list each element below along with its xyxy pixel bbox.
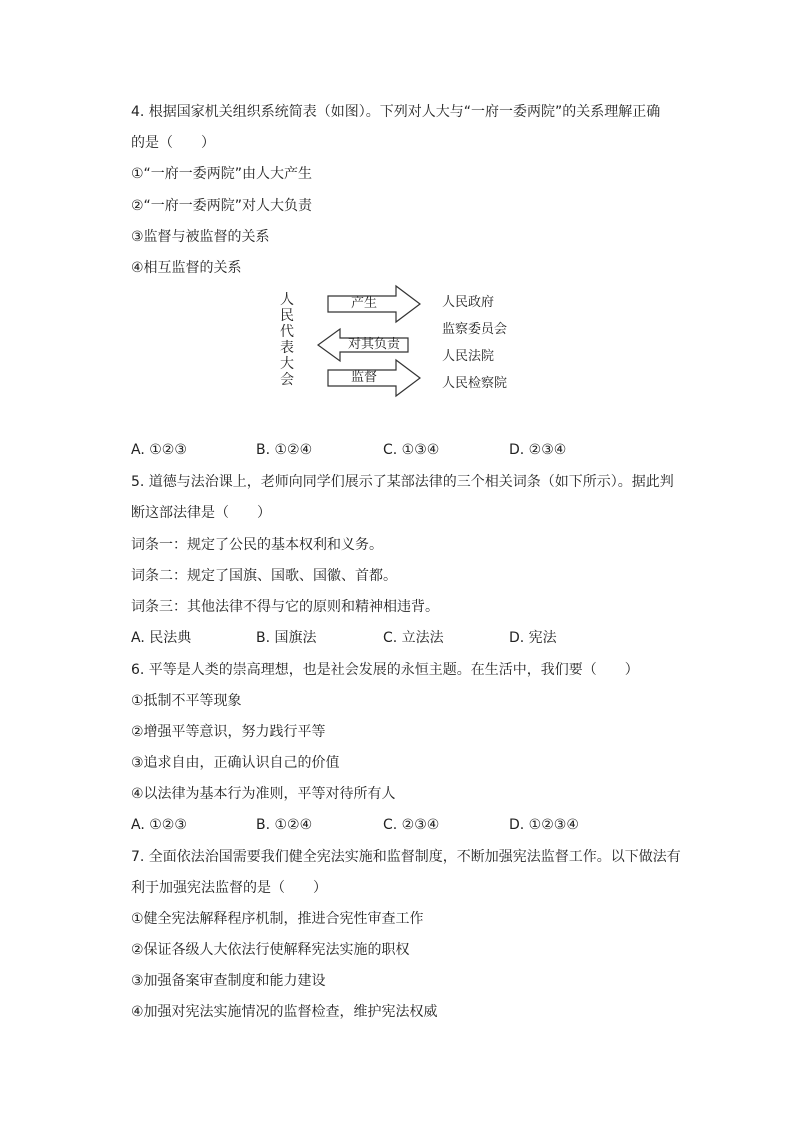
npc-char: 人 (280, 292, 294, 308)
q6-item-1: ①抵制不平等现象 (131, 693, 242, 709)
q4-stem-line2: 的是（ ） (131, 135, 215, 151)
q6-option-a: A. ①②③ (131, 817, 187, 833)
q4-option-a: A. ①②③ (131, 442, 187, 458)
q4-option-c: C. ①③④ (383, 442, 440, 458)
npc-char: 代 (280, 324, 294, 340)
q7-item-3: ③加强备案审查制度和能力建设 (131, 973, 326, 989)
q4-option-b: B. ①②④ (256, 442, 313, 458)
q4-item-1: ①“一府一委两院”由人大产生 (131, 166, 313, 182)
q4-stem-line1: 4. 根据国家机关组织系统简表（如图）。下列对人大与“一府一委两院”的关系理解正确 (131, 104, 661, 120)
q5-stem-line2: 断这部法律是（ ） (131, 505, 271, 521)
q5-entry-1: 词条一：规定了公民的基本权利和义务。 (131, 537, 383, 553)
npc-char: 大 (280, 356, 294, 372)
q4-item-3: ③监督与被监督的关系 (131, 229, 270, 245)
organ-procuratorate: 人民检察院 (442, 376, 508, 391)
q5-option-a: A. 民法典 (131, 630, 192, 646)
arrow-label-responsible: 对其负责 (347, 337, 400, 352)
q6-option-b: B. ①②④ (256, 817, 313, 833)
organ-government: 人民政府 (442, 295, 495, 310)
q5-option-c: C. 立法法 (383, 630, 444, 646)
arrow-label-supervise: 监督 (350, 370, 377, 385)
q7-stem-line1: 7. 全面依法治国需要我们健全宪法实施和监督制度，不断加强宪法监督工作。以下做法有 (131, 849, 681, 865)
npc-char: 会 (280, 372, 294, 388)
state-organ-diagram (270, 282, 530, 407)
arrow-label-produce: 产生 (350, 296, 377, 311)
npc-char: 表 (280, 340, 294, 356)
q7-stem-line2: 利于加强宪法监督的是（ ） (131, 880, 327, 896)
q5-option-d: D. 宪法 (509, 630, 557, 646)
q4-item-2: ②“一府一委两院”对人大负责 (131, 198, 313, 214)
q4-option-d: D. ②③④ (509, 442, 567, 458)
q6-item-4: ④以法律为基本行为准则，平等对待所有人 (131, 786, 396, 802)
q5-entry-3: 词条三：其他法律不得与它的原则和精神相违背。 (131, 599, 439, 615)
q5-option-b: B. 国旗法 (256, 630, 317, 646)
q4-item-4: ④相互监督的关系 (131, 260, 242, 276)
q6-item-2: ②增强平等意识，努力践行平等 (131, 724, 326, 740)
q7-item-2: ②保证各级人大依法行使解释宪法实施的职权 (131, 942, 410, 958)
organ-supervisory-commission: 监察委员会 (442, 322, 508, 337)
organ-court: 人民法院 (442, 349, 495, 364)
q7-item-1: ①健全宪法解释程序机制，推进合宪性审查工作 (131, 911, 424, 927)
q6-item-3: ③追求自由，正确认识自己的价值 (131, 755, 340, 771)
q6-stem-line1: 6. 平等是人类的崇高理想，也是社会发展的永恒主题。在生活中，我们要（ ） (131, 662, 639, 678)
q7-item-4: ④加强对宪法实施情况的监督检查，维护宪法权威 (131, 1004, 438, 1020)
q5-entry-2: 词条二：规定了国旗、国歌、国徽、首都。 (131, 568, 397, 584)
q6-option-c: C. ②③④ (383, 817, 440, 833)
q6-option-d: D. ①②③④ (509, 817, 579, 833)
npc-char: 民 (280, 308, 294, 324)
q5-stem-line1: 5. 道德与法治课上，老师向同学们展示了某部法律的三个相关词条（如下所示）。据此判 (131, 474, 674, 490)
